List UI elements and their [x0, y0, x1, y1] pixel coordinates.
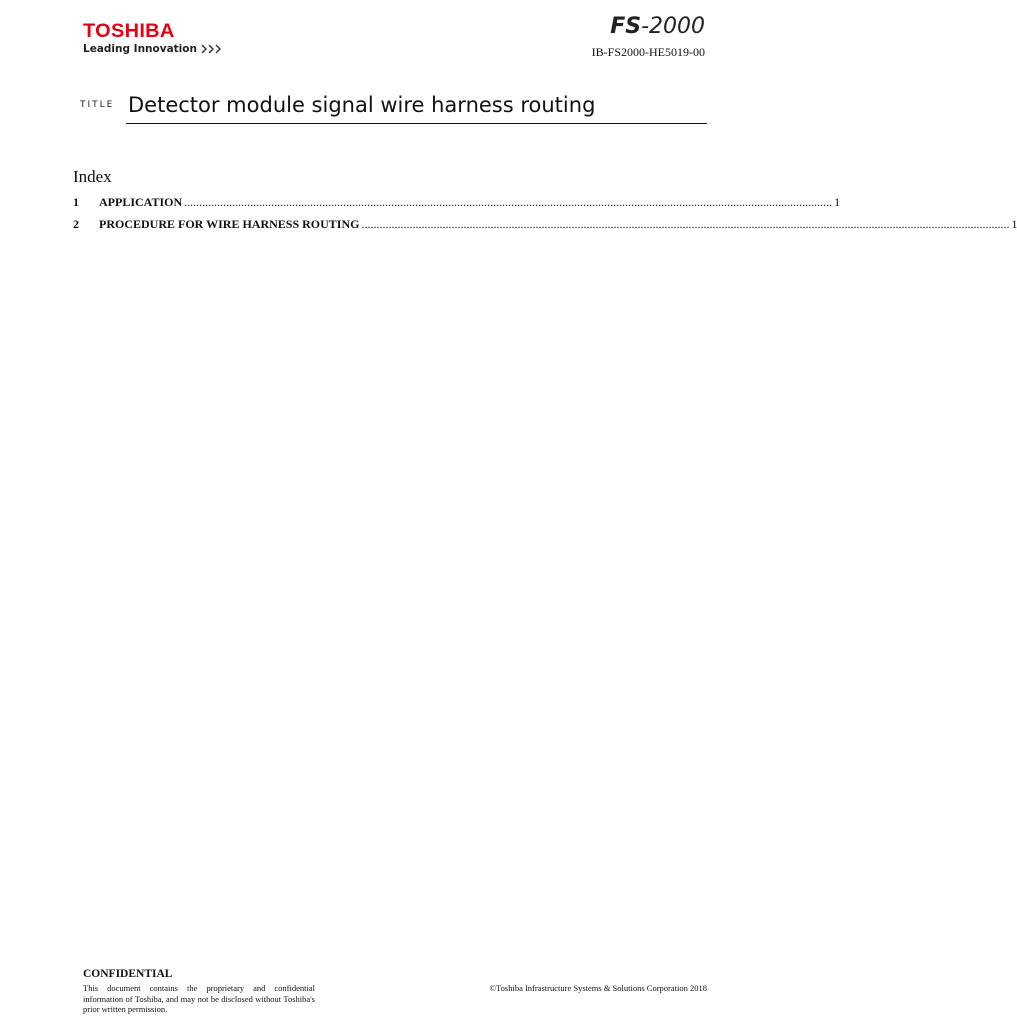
toshiba-logo [83, 22, 223, 55]
toc-entry-application[interactable] [73, 195, 841, 217]
toc-entry-number: 1 [73, 195, 79, 209]
confidentiality-notice: This document contains the proprietary and confidential information of Toshiba, and may not be disclosed without Toshiba's prior written permission. [83, 983, 315, 1014]
title-label: TITLE [80, 100, 115, 110]
toc-leader-dots: ........................................................................................................................................................................................................................ [184, 195, 833, 209]
tagline-text: Leading Innovation [83, 43, 197, 55]
document-title: Detector module signal wire harness routing [128, 93, 596, 117]
confidential-label: CONFIDENTIAL [83, 968, 173, 980]
product-prefix: FS [610, 14, 642, 39]
product-suffix: -2000 [641, 14, 705, 39]
product-name [610, 14, 705, 39]
toc-entry-label: APPLICATION [99, 195, 183, 209]
copyright-notice: ©Toshiba Infrastructure Systems & Solutions Corporation 2018 [489, 983, 707, 993]
toc-entry-label: PROCEDURE FOR WIRE HARNESS ROUTING [99, 217, 360, 231]
toc-entry-procedure[interactable] [73, 217, 1017, 239]
triple-chevron-right-icon [201, 44, 223, 54]
toc-leader-dots: ........................................................................................................................................................................................................................ [361, 217, 1010, 231]
toc-entry-number: 2 [73, 217, 79, 231]
index-heading: Index [73, 167, 112, 186]
toc-entry-page: 1 [834, 195, 841, 209]
document-number: IB-FS2000-HE5019-00 [591, 45, 705, 59]
table-of-contents [73, 195, 1017, 239]
title-underline [126, 123, 707, 124]
brand-tagline [83, 43, 223, 55]
toc-entry-page: 1 [1011, 217, 1017, 231]
brand-name: TOSHIBA [83, 21, 175, 42]
